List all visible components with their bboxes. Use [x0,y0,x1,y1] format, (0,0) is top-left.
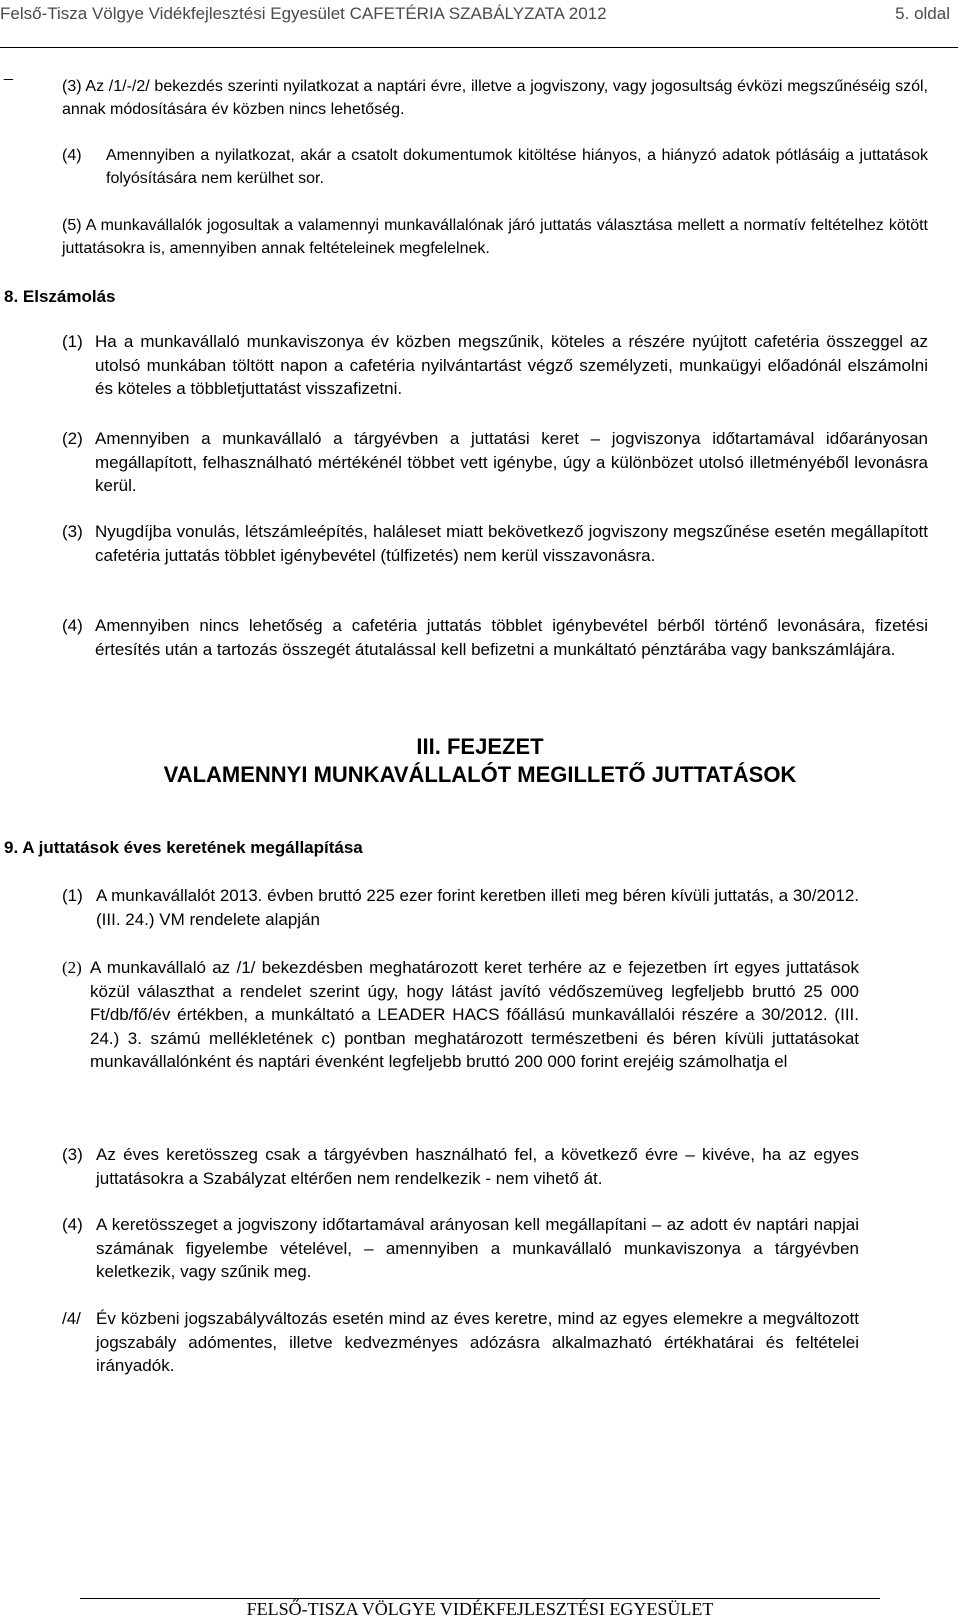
document-title: Felső-Tisza Völgye Vidékfejlesztési Egyesület CAFETÉRIA SZABÁLYZATA 2012 [0,4,607,23]
paragraph-3: (3) Az /1/-/2/ bekezdés szerinti nyilatkozat a naptári évre, illetve a jogviszony, vagy jogosultság évközi megszűnéséig szól, annak módosítására év közben nincs lehetőség. [62,78,928,118]
item-text: Év közbeni jogszabályváltozás esetén mind az éves keretre, mind az egyes elemekre a megváltozott jogszabály adómentes, illetve kedvezményes adózásra alkalmazható értékhatárai és feltételei irányadók. [96,1309,859,1375]
item-text: Amennyiben a munkavállaló a tárgyévben a juttatási keret – jogviszonya időtartamával időarányosan megállapított, felhasználható mértékénél többet vett igénybe, úgy a különbözet utolsó illetményéből levonásra kerül. [95,429,928,495]
item-number: (1) [62,332,83,351]
item-number: /4/ [62,1309,81,1328]
page-footer: FELSŐ-TISZA VÖLGYE VIDÉKFEJLESZTÉSI EGYESÜLET [246,1599,714,1619]
page-number: 5. oldal [895,4,950,23]
item-text: A munkavállalót 2013. évben bruttó 225 ezer forint keretben illeti meg béren kívüli juttatás, a 30/2012. (III. 24.) VM rendelete alapján [96,886,859,929]
paragraph-number: (4) [62,147,82,164]
leading-mark: _ [4,64,13,81]
paragraph-text: Amennyiben a nyilatkozat, akár a csatolt dokumentumok kitöltése hiányos, a hiányzó adatok pótlásáig a juttatások folyósítására nem kerülhet sor. [106,147,928,187]
item-number: (2) [62,958,82,977]
item-number: (4) [62,616,83,635]
item-text: A keretösszeget a jogviszony időtartamával arányosan kell megállapítani – az adott év naptári napjai számának figyelembe vételével, – amennyiben a munkavállaló munkaviszonya a tárgyévben keletkezik, vagy szűnik meg. [96,1215,859,1281]
item-number: (3) [62,522,83,541]
item-number: (2) [62,429,83,448]
item-text: Nyugdíjba vonulás, létszámleépítés, haláleset miatt bekövetkező jogviszony megszűnése esetén megállapított cafetéria juttatás többlet igénybevétel (túlfizetés) nem kerül visszavonásra. [95,522,928,565]
chapter-number: III. FEJEZET [416,734,544,759]
section-9-heading: 9. A juttatások éves keretének megállapítása [4,838,363,857]
chapter-title: VALAMENNYI MUNKAVÁLLALÓT MEGILLETŐ JUTTATÁSOK [163,762,797,787]
item-text: Az éves keretösszeg csak a tárgyévben használható fel, a következő évre – kivéve, ha az egyes juttatásokra a Szabályzat eltérően nem rendelkezik - nem vihető át. [96,1145,859,1188]
section-8-heading: 8. Elszámolás [4,287,116,306]
item-number: (3) [62,1145,83,1164]
item-number: (4) [62,1215,83,1234]
item-number: (1) [62,886,83,905]
header-divider [0,47,958,48]
item-text: Ha a munkavállaló munkaviszonya év közben megszűnik, köteles a részére nyújtott cafetéria összeggel az utolsó munkában töltött napon a cafetéria nyilvántartást végző személyzeti, munkaügyi előadónál elszámolni és köteles a többletjuttatást visszafizetni. [95,332,928,398]
item-text: A munkavállaló az /1/ bekezdésben meghatározott keret terhére az e fejezetben írt egyes juttatások közül választhat a rendelet szerint úgy, hogy látást javító védőszemüveg legfeljebb bruttó 25 000 Ft/db/fő/év értékben, a munkáltató a LEADER HACS főállású munkavállalói részére a 30/2012. (III. 24.) 3. számú mellékletének c) pontban meghatározott természetbeni és béren kívüli juttatásokat munkavállalónként és naptári évenként legfeljebb bruttó 200 000 forint erejéig számolhatja el [90,958,859,1071]
item-text: Amennyiben nincs lehetőség a cafetéria juttatás többlet igénybevétel bérből történő levonására, fizetési értesítés után a tartozás összegét átutalással kell befizetni a munkáltató pénztárába vagy bankszámlájára. [95,616,928,659]
paragraph-5: (5) A munkavállalók jogosultak a valamennyi munkavállalónak járó juttatás választása mellett a normatív feltételhez kötött juttatásokra is, amennyiben annak feltételeinek megfelelnek. [62,217,928,257]
page-header [0,0,960,30]
